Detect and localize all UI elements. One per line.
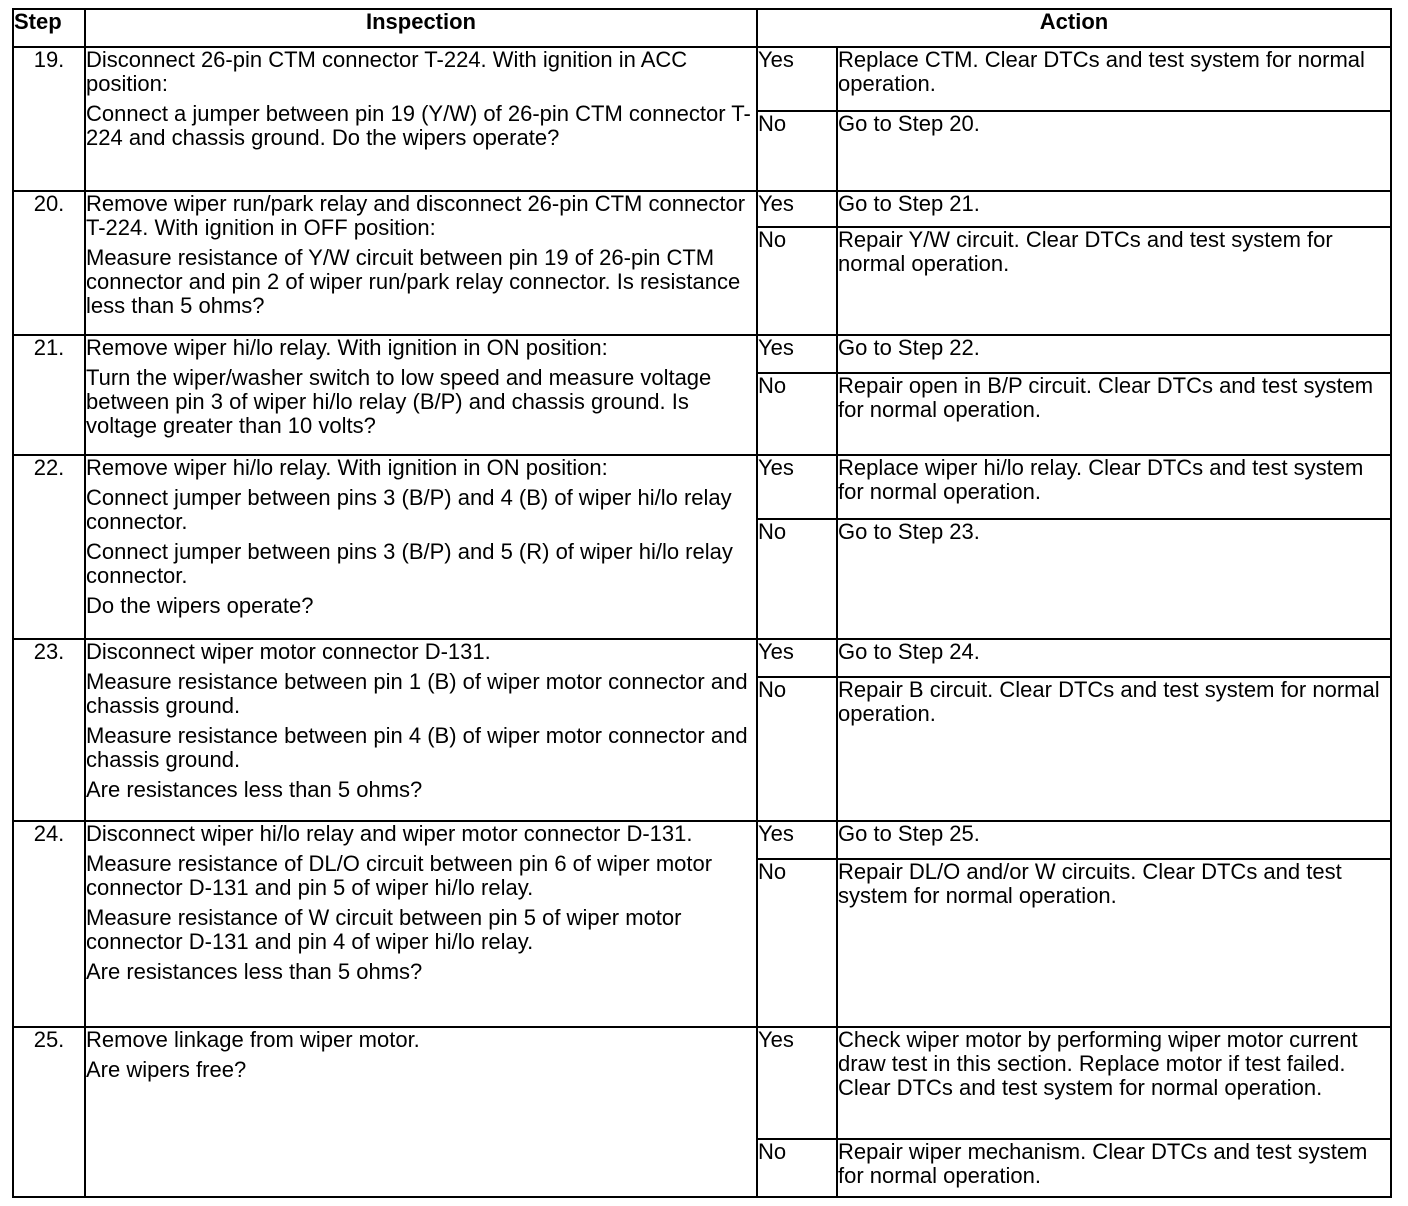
no-label: No <box>757 111 837 191</box>
table-row <box>13 639 1391 677</box>
step-number: 19. <box>13 47 85 191</box>
table-row <box>13 191 1391 227</box>
yes-label: Yes <box>757 191 837 227</box>
yes-label: Yes <box>757 455 837 519</box>
inspection-text: Turn the wiper/washer switch to low speed and measure voltage between pin 3 of wiper hi/lo relay (B/P) and chassis ground. Is voltage greater than 10 volts? <box>86 365 712 438</box>
inspection-column-header: Inspection <box>85 9 757 47</box>
no-action: Go to Step 23. <box>837 519 1391 639</box>
yes-label: Yes <box>757 47 837 111</box>
step-number: 22. <box>13 455 85 639</box>
table-row <box>13 1027 1391 1139</box>
yes-action: Check wiper motor by performing wiper motor current draw test in this section. Replace motor if test failed. Clear DTCs and test system for normal operation. <box>837 1027 1391 1139</box>
yes-action: Replace CTM. Clear DTCs and test system for normal operation. <box>837 47 1391 111</box>
inspection-cell <box>85 47 757 191</box>
yes-label: Yes <box>757 1027 837 1139</box>
yes-action: Go to Step 25. <box>837 821 1391 859</box>
inspection-cell <box>85 1027 757 1197</box>
inspection-cell <box>85 455 757 639</box>
yes-action: Go to Step 22. <box>837 335 1391 373</box>
no-label: No <box>757 677 837 821</box>
yes-action: Go to Step 24. <box>837 639 1391 677</box>
inspection-text: Remove linkage from wiper motor. <box>86 1027 420 1052</box>
diagnostic-table <box>12 8 1392 1198</box>
inspection-text: Disconnect 26-pin CTM connector T-224. With ignition in ACC position: <box>86 47 688 96</box>
no-action: Repair open in B/P circuit. Clear DTCs and test system for normal operation. <box>837 373 1391 455</box>
no-label: No <box>757 859 837 1027</box>
inspection-cell <box>85 191 757 335</box>
table-row <box>13 455 1391 519</box>
action-column-header: Action <box>757 9 1391 47</box>
no-label: No <box>757 519 837 639</box>
no-action: Repair wiper mechanism. Clear DTCs and test system for normal operation. <box>837 1139 1391 1197</box>
inspection-text: Connect jumper between pins 3 (B/P) and 4 (B) of wiper hi/lo relay connector. <box>86 485 732 534</box>
inspection-text: Measure resistance of Y/W circuit between pin 19 of 26-pin CTM connector and pin 2 of wiper run/park relay connector. Is resistance less than 5 ohms? <box>86 245 741 318</box>
inspection-text: Measure resistance of DL/O circuit between pin 6 of wiper motor connector D-131 and pin 5 of wiper hi/lo relay. <box>86 851 713 900</box>
step-number: 25. <box>13 1027 85 1197</box>
inspection-cell <box>85 821 757 1027</box>
step-number: 21. <box>13 335 85 455</box>
step-number: 24. <box>13 821 85 1027</box>
no-action: Repair B circuit. Clear DTCs and test system for normal operation. <box>837 677 1391 821</box>
no-action: Repair DL/O and/or W circuits. Clear DTCs and test system for normal operation. <box>837 859 1391 1027</box>
inspection-text: Remove wiper run/park relay and disconnect 26-pin CTM connector T-224. With ignition in OFF position: <box>86 191 746 240</box>
inspection-text: Are resistances less than 5 ohms? <box>86 959 423 984</box>
step-number: 20. <box>13 191 85 335</box>
yes-label: Yes <box>757 335 837 373</box>
inspection-text: Remove wiper hi/lo relay. With ignition in ON position: <box>86 455 608 480</box>
no-label: No <box>757 1139 837 1197</box>
yes-action: Go to Step 21. <box>837 191 1391 227</box>
yes-label: Yes <box>757 821 837 859</box>
inspection-text: Disconnect wiper hi/lo relay and wiper motor connector D-131. <box>86 821 693 846</box>
inspection-text: Remove wiper hi/lo relay. With ignition in ON position: <box>86 335 608 360</box>
inspection-text: Measure resistance between pin 1 (B) of wiper motor connector and chassis ground. <box>86 669 748 718</box>
diagnostic-table-page <box>12 8 1390 1198</box>
inspection-text: Measure resistance between pin 4 (B) of wiper motor connector and chassis ground. <box>86 723 748 772</box>
table-row <box>13 821 1391 859</box>
inspection-text: Are resistances less than 5 ohms? <box>86 777 423 802</box>
header-row <box>13 9 1391 47</box>
table-body <box>13 47 1391 1197</box>
no-action: Go to Step 20. <box>837 111 1391 191</box>
inspection-text: Disconnect wiper motor connector D-131. <box>86 639 491 664</box>
no-label: No <box>757 227 837 335</box>
inspection-text: Do the wipers operate? <box>86 593 314 618</box>
yes-action: Replace wiper hi/lo relay. Clear DTCs and test system for normal operation. <box>837 455 1391 519</box>
no-action: Repair Y/W circuit. Clear DTCs and test system for normal operation. <box>837 227 1391 335</box>
no-label: No <box>757 373 837 455</box>
yes-label: Yes <box>757 639 837 677</box>
inspection-text: Connect a jumper between pin 19 (Y/W) of 26-pin CTM connector T-224 and chassis ground. Do the wipers operate? <box>86 101 751 150</box>
table-row <box>13 47 1391 111</box>
table-row <box>13 335 1391 373</box>
inspection-text: Measure resistance of W circuit between pin 5 of wiper motor connector D-131 and pin 4 of wiper hi/lo relay. <box>86 905 682 954</box>
inspection-cell <box>85 639 757 821</box>
inspection-cell <box>85 335 757 455</box>
inspection-text: Are wipers free? <box>86 1057 247 1082</box>
inspection-text: Connect jumper between pins 3 (B/P) and 5 (R) of wiper hi/lo relay connector. <box>86 539 733 588</box>
step-column-header: Step <box>13 9 85 47</box>
step-number: 23. <box>13 639 85 821</box>
